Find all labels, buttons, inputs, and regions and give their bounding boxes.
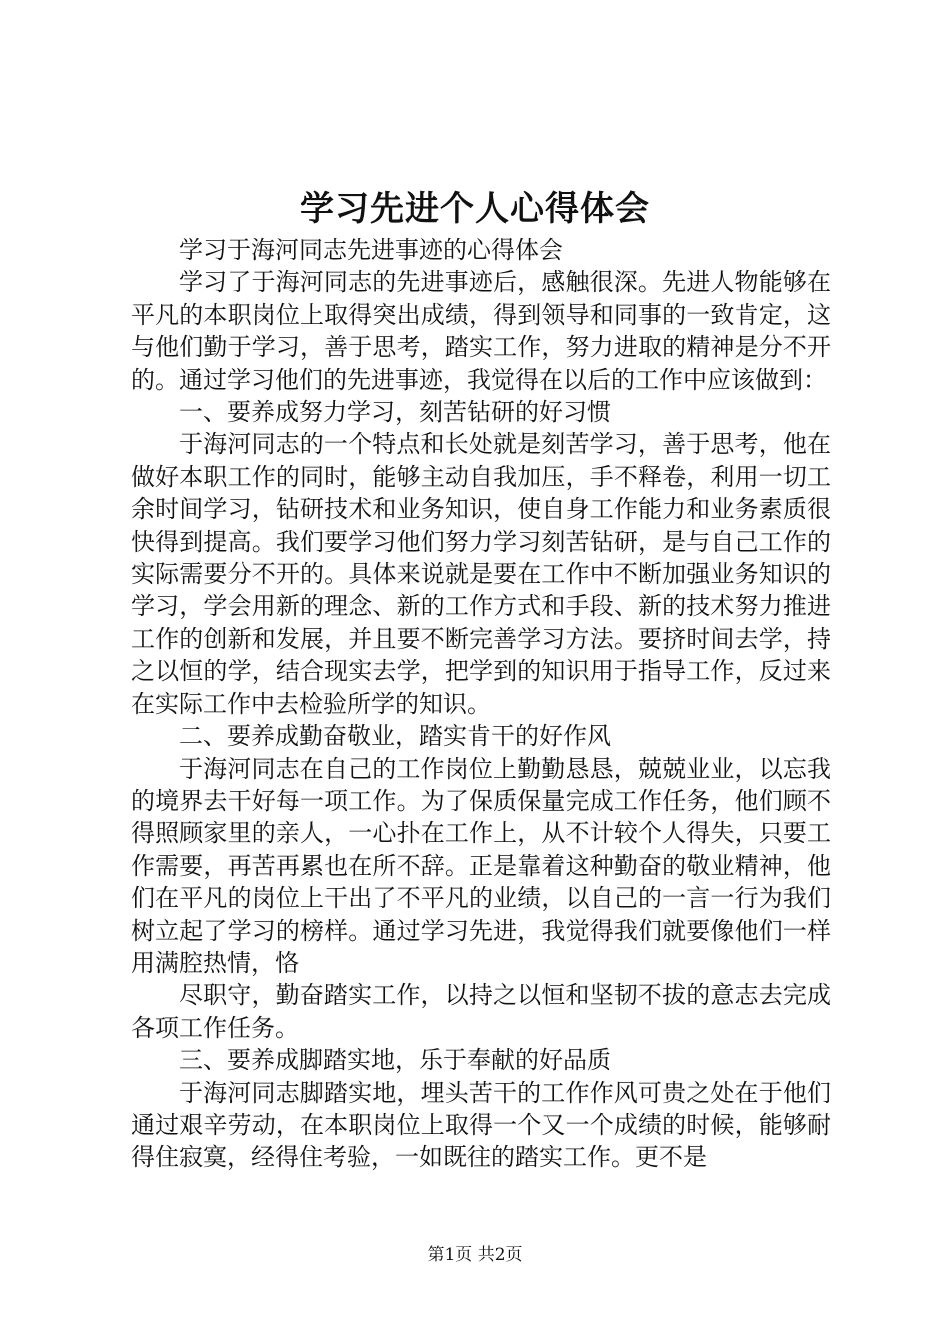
page-footer: 第1页 共2页 [427, 1245, 523, 1265]
document-title: 学习先进个人心得体会 [300, 189, 650, 229]
section-heading-1: 一、要养成努力学习，刻苦钻研的好习惯 [179, 398, 611, 427]
section-heading-2: 二、要养成勤奋敬业，踏实肯干的好作风 [179, 722, 611, 751]
paragraph-section-3: 于海河同志脚踏实地，埋头苦干的工作作风可贵之处在于他们通过艰辛劳动，在本职岗位上取得一个又一个成绩的时候，能够耐得住寂寞，经得住考验，一如既往的踏实工作。更不是 [131, 1078, 831, 1172]
subtitle-line: 学习于海河同志先进事迹的心得体会 [179, 236, 563, 264]
section-heading-3: 三、要养成脚踏实地，乐于奉献的好品质 [179, 1046, 611, 1075]
paragraph-intro: 学习了于海河同志的先进事迹后，感触很深。先进人物能够在平凡的本职岗位上取得突出成绩，得到领导和同事的一致肯定，这与他们勤于学习，善于思考，踏实工作，努力进取的精神是分不开的。通过学习他们的先进事迹，我觉得在以后的工作中应该做到： [131, 268, 831, 394]
paragraph-section-2: 于海河同志在自己的工作岗位上勤勤恳恳，兢兢业业，以忘我的境界去干好每一项工作。为了保质保量完成工作任务，他们顾不得照顾家里的亲人，一心扑在工作上，从不计较个人得失，只要工作需要，再苦再累也在所不辞。正是靠着这种勤奋的敬业精神，他们在平凡的岗位上干出了不平凡的业绩，以自己的一言一行为我们树立起了学习的榜样。通过学习先进，我觉得我们就要像他们一样用满腔热情，恪 [131, 754, 831, 977]
paragraph-section-1: 于海河同志的一个特点和长处就是刻苦学习，善于思考，他在做好本职工作的同时，能够主动自我加压，手不释卷，利用一切工余时间学习，钻研技术和业务知识，使自身工作能力和业务素质很快得到提高。我们要学习他们努力学习刻苦钻研，是与自己工作的实际需要分不开的。具体来说就是要在工作中不断加强业务知识的学习，学会用新的理念、新的工作方式和手段、新的技术努力推进工作的创新和发展，并且要不断完善学习方法。要挤时间去学，持之以恒的学，结合现实去学，把学到的知识用于指导工作，反过来在实际工作中去检验所学的知识。 [131, 430, 831, 718]
document-body [131, 234, 831, 1174]
paragraph-section-2-cont: 尽职守，勤奋踏实工作，以持之以恒和坚韧不拔的意志去完成各项工作任务。 [131, 981, 831, 1042]
